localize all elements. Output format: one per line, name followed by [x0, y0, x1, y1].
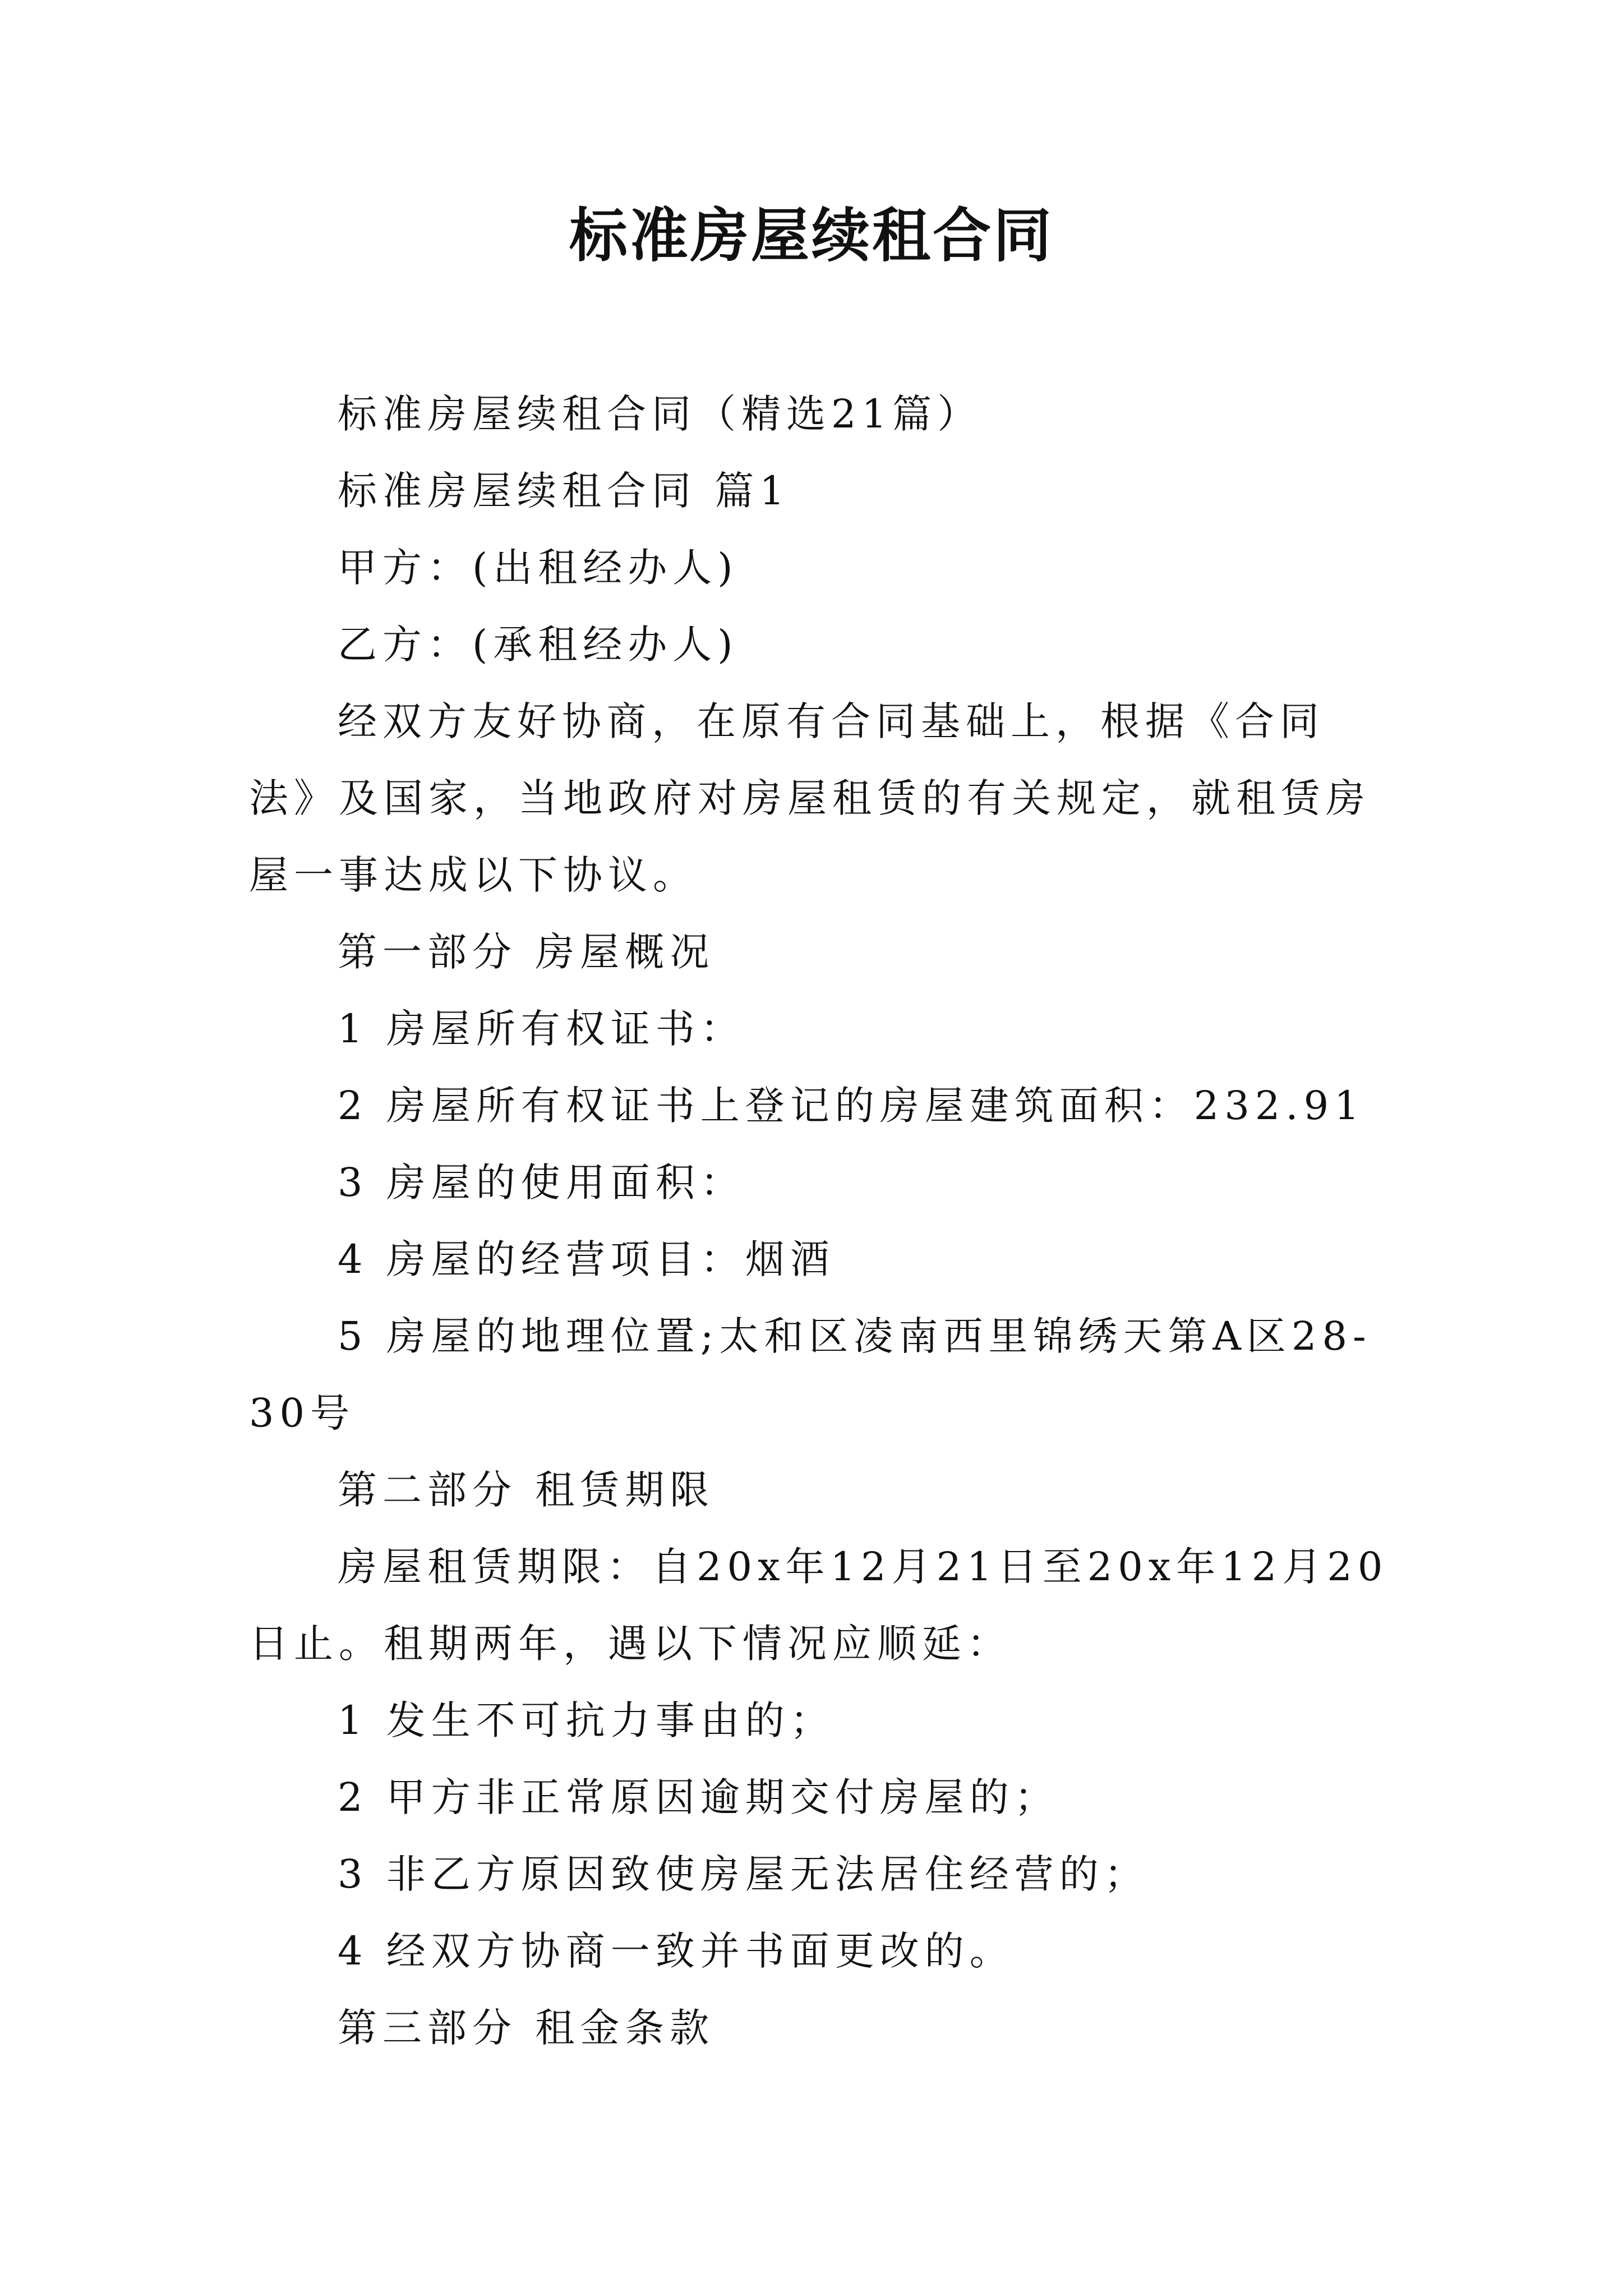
- paragraph-item: 3 房屋的使用面积：: [338, 1159, 745, 1205]
- paragraph-item: 2 房屋所有权证书上登记的房屋建筑面积：232.91: [338, 1083, 1365, 1129]
- paragraph-item: 5 房屋的地理位置;太和区凌南西里锦绣天第A区28-30号: [249, 1313, 1372, 1436]
- paragraph-preamble: 经双方友好协商，在原有合同基础上，根据《合同法》及国家，当地政府对房屋租赁的有关规定，就租赁房屋一事达成以下协议。: [249, 698, 1371, 898]
- paragraph-party-a: 甲方：(出租经办人): [338, 545, 739, 591]
- document-title: 标准房屋续租合同: [569, 201, 1054, 270]
- paragraph-item: 1 发生不可抗力事由的；: [338, 1697, 835, 1743]
- paragraph-item: 3 非乙方原因致使房屋无法居住经营的；: [338, 1851, 1149, 1897]
- paragraph-item: 4 经双方协商一致并书面更改的。: [338, 1928, 1015, 1974]
- paragraph-section-heading: 标准房屋续租合同 篇1: [338, 468, 790, 514]
- paragraph-item: 2 甲方非正常原因逾期交付房屋的；: [338, 1774, 1059, 1820]
- paragraph-lease-term: 房屋租赁期限：自20x年12月21日至20x年12月20日止。租期两年，遇以下情况应顺延：: [249, 1544, 1389, 1667]
- paragraph-part-one-heading: 第一部分 房屋概况: [338, 929, 715, 975]
- paragraph-subtitle: 标准房屋续租合同（精选21篇）: [338, 391, 983, 437]
- paragraph-party-b: 乙方：(承租经办人): [338, 622, 739, 668]
- paragraph-item: 1 房屋所有权证书：: [338, 1006, 745, 1052]
- paragraph-item: 4 房屋的经营项目：烟酒: [338, 1236, 835, 1282]
- document-body: [249, 376, 1393, 2067]
- paragraph-part-two-heading: 第二部分 租赁期限: [338, 1467, 715, 1513]
- paragraph-part-three-heading: 第三部分 租金条款: [338, 2005, 715, 2051]
